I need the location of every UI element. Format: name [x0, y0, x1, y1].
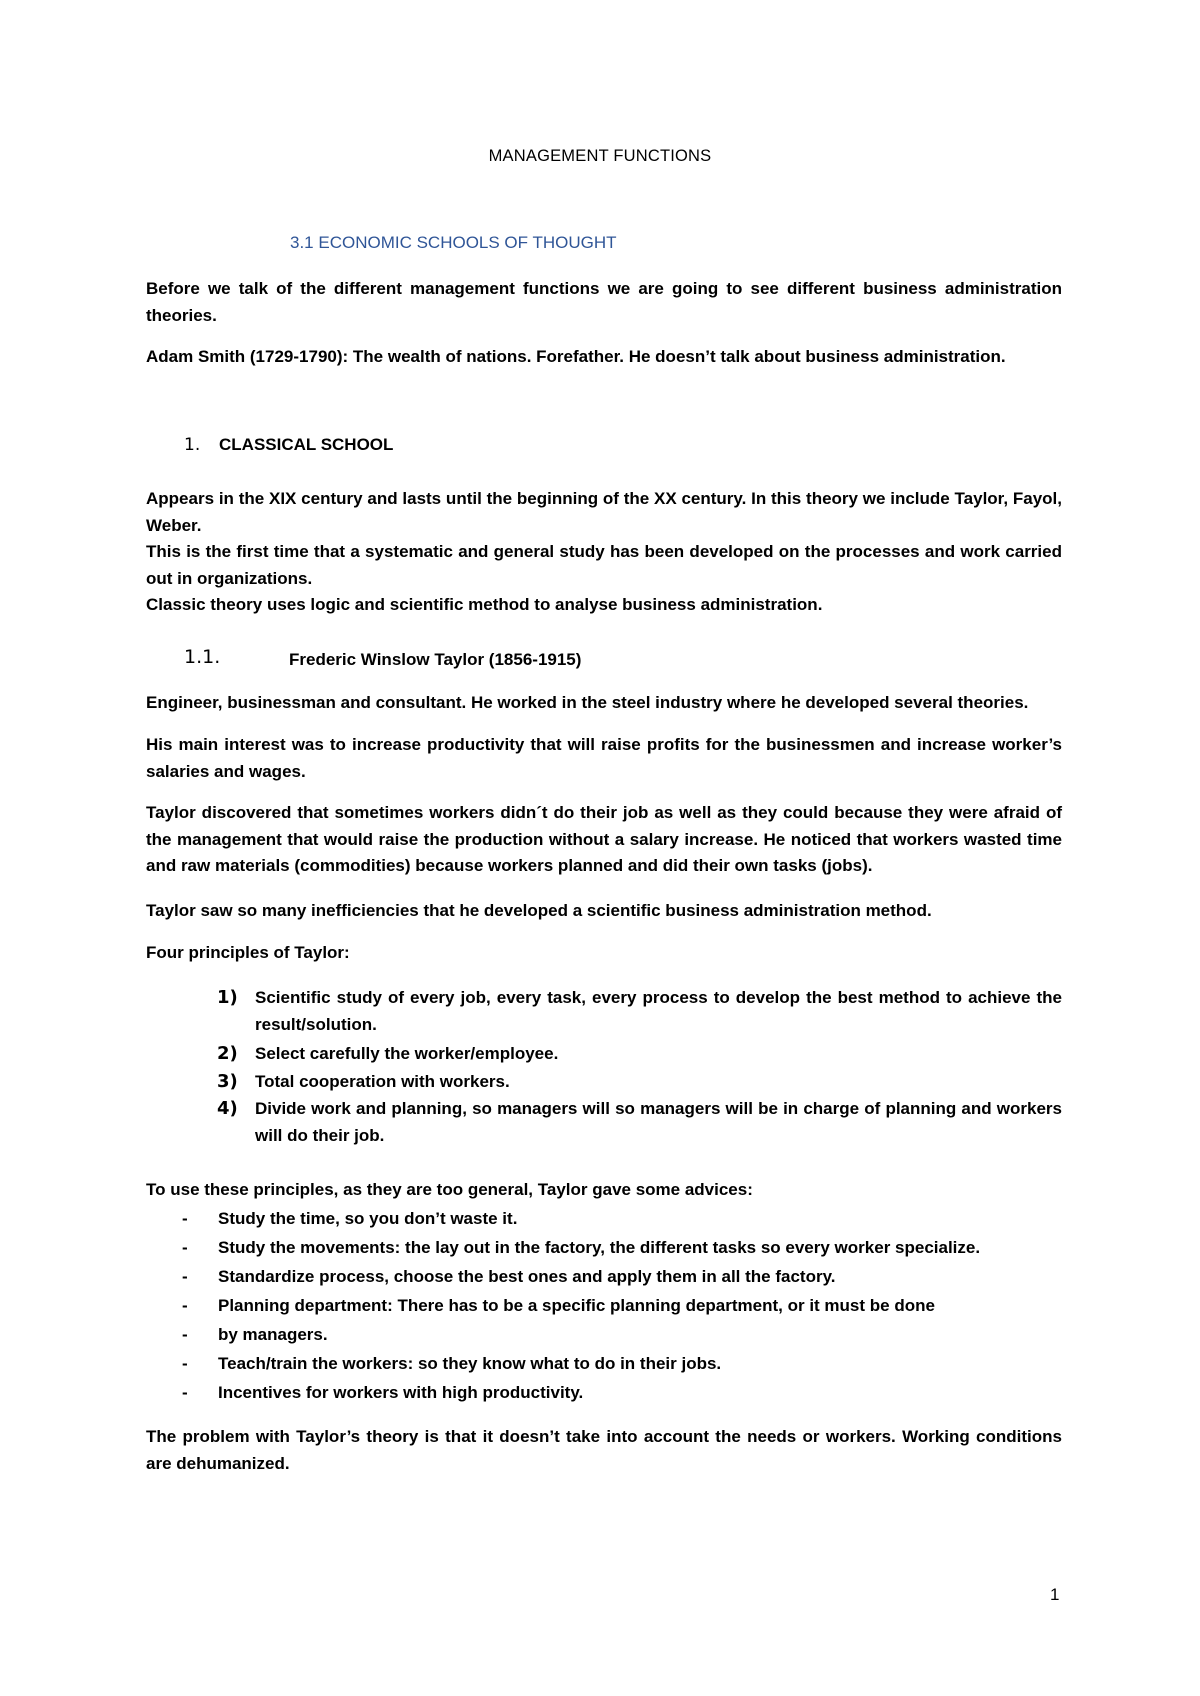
- advice-5-text: by managers.: [218, 1325, 328, 1344]
- advice-1-text: Study the time, so you don’t waste it.: [218, 1209, 518, 1228]
- principles-list: [0, 985, 1200, 1145]
- advices-intro: To use these principles, as they are too general, Taylor gave some advices:: [146, 1180, 753, 1199]
- intro-paragraph-2: Adam Smith (1729-1790): The wealth of nations. Forefather. He doesn’t talk about business administration.: [146, 347, 1006, 366]
- section-1-paragraph-3: Classic theory uses logic and scientific method to analyse business administration.: [146, 595, 823, 614]
- taylor-paragraph-4: Taylor saw so many inefficiencies that he developed a scientific business administration method.: [146, 901, 932, 920]
- advice-2-text: Study the movements: the lay out in the factory, the different tasks so every worker specialize.: [218, 1238, 981, 1257]
- conclusion-paragraph: The problem with Taylor’s theory is that it doesn’t take into account the needs or workers. Working conditions are dehumanized.: [146, 1427, 1062, 1473]
- advice-1-bullet: -: [182, 1209, 188, 1228]
- section-1-paragraph-1: Appears in the XIX century and lasts until the beginning of the XX century. In this theory we include Taylor, Fayol, Weber.: [146, 489, 1062, 535]
- page-number: 1: [1050, 1585, 1060, 1604]
- principle-1-number: 1): [217, 987, 238, 1008]
- advice-4-bullet: -: [182, 1296, 188, 1315]
- subsection-heading: Frederic Winslow Taylor (1856-1915): [289, 650, 582, 669]
- advice-2-bullet: -: [182, 1238, 188, 1257]
- principle-2-number: 2): [217, 1043, 238, 1064]
- document-title: MANAGEMENT FUNCTIONS: [488, 147, 712, 165]
- section-1-paragraph-2: This is the first time that a systematic and general study has been developed on the processes and work carried out in organizations.: [146, 542, 1062, 588]
- principle-3-number: 3): [217, 1071, 238, 1092]
- advice-5-bullet: -: [182, 1325, 188, 1344]
- advice-6-text: Teach/train the workers: so they know what to do in their jobs.: [218, 1354, 722, 1373]
- advice-3-text: Standardize process, choose the best ones and apply them in all the factory.: [218, 1267, 836, 1286]
- taylor-paragraph-1: Engineer, businessman and consultant. He worked in the steel industry where he developed several theories.: [146, 693, 1029, 712]
- section-1-number: 1.: [184, 435, 201, 455]
- advice-7-text: Incentives for workers with high productivity.: [218, 1383, 584, 1402]
- taylor-paragraph-3: Taylor discovered that sometimes workers didn´t do their job as well as they could because they were afraid of the management that would raise the production without a salary increase. He noticed that workers wasted time and raw materials (commodities) because workers planned and did their own tasks (jobs).: [146, 803, 1062, 875]
- principles-intro: Four principles of Taylor:: [146, 943, 350, 962]
- principle-4-number: 4): [217, 1098, 238, 1119]
- advice-3-bullet: -: [182, 1267, 188, 1286]
- principle-4-text: Divide work and planning, so managers will so managers will be in charge of planning and workers will do their job.: [255, 1099, 1062, 1145]
- advice-6-bullet: -: [182, 1354, 188, 1373]
- section-subtitle: 3.1 ECONOMIC SCHOOLS OF THOUGHT: [290, 233, 617, 252]
- subsection-number: 1.1.: [184, 646, 221, 668]
- advice-7-bullet: -: [182, 1383, 188, 1402]
- advice-4-text: Planning department: There has to be a specific planning department, or it must be done: [218, 1296, 935, 1315]
- principle-3-text: Total cooperation with workers.: [255, 1072, 510, 1091]
- advices-list: [0, 1206, 1200, 1402]
- intro-paragraph-1: Before we talk of the different management functions we are going to see different business administration theories.: [146, 279, 1062, 325]
- taylor-paragraph-2: His main interest was to increase productivity that will raise profits for the businessmen and increase worker’s salaries and wages.: [146, 735, 1062, 781]
- section-1-heading: CLASSICAL SCHOOL: [219, 435, 394, 454]
- principle-1-text: Scientific study of every job, every task, every process to develop the best method to achieve the result/solution.: [255, 988, 1062, 1034]
- principle-2-text: Select carefully the worker/employee.: [255, 1044, 559, 1063]
